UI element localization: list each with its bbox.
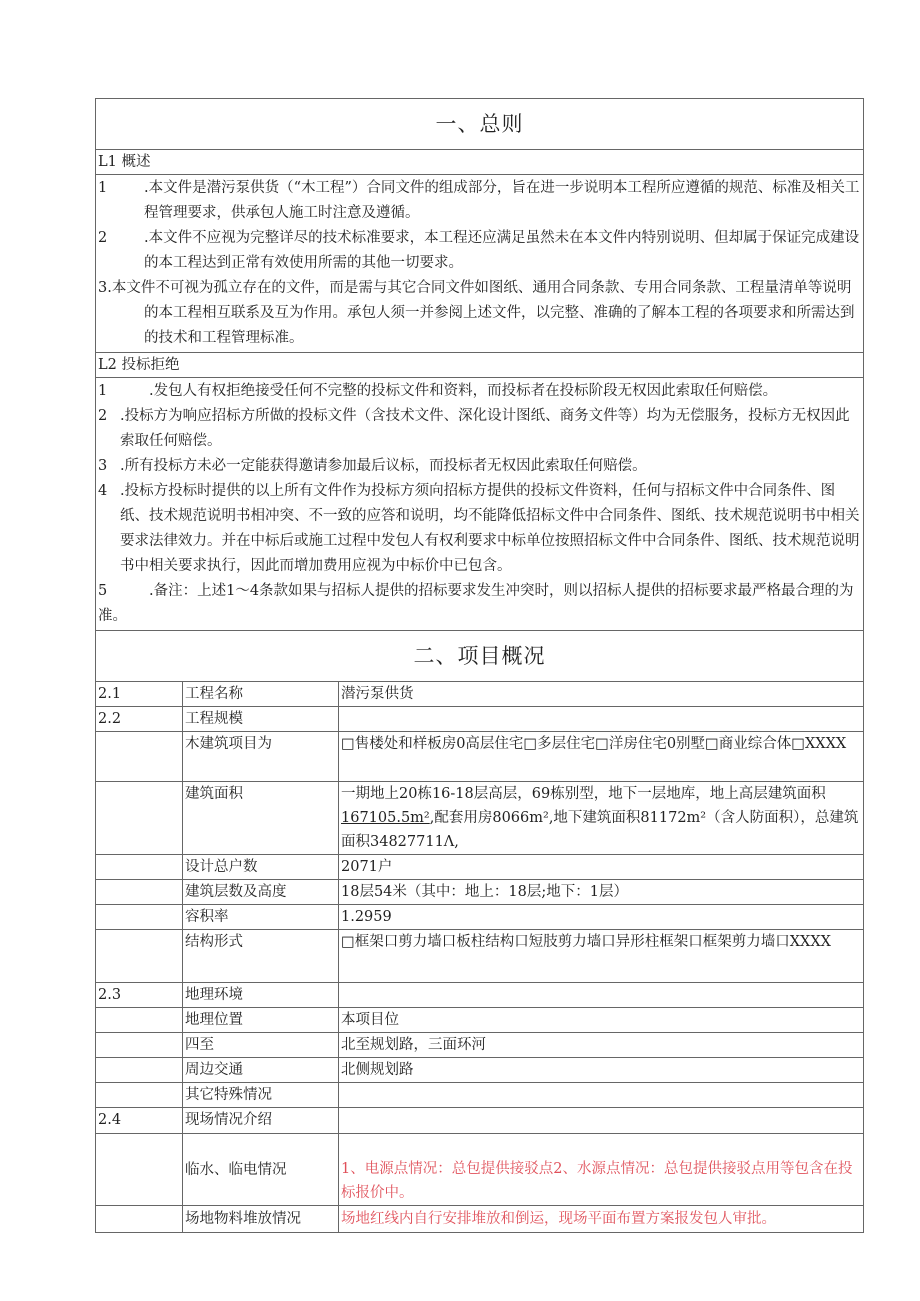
row-number [96, 1008, 183, 1033]
row-number [96, 1206, 183, 1233]
row-number [96, 1134, 183, 1206]
row-label: 工程规模 [183, 707, 339, 732]
row-value [339, 707, 864, 732]
bid-item: 2 .投标方为响应招标方所做的投标文件（含技术文件、深化设计图纸、商务文件等）均为无偿服务，投标方无权因此索取任何赔偿。 [98, 408, 850, 449]
project-row [96, 983, 864, 1008]
row-value: 北至规划路，三面环河 [339, 1033, 864, 1058]
project-row [96, 1206, 864, 1233]
row-label: 地理环境 [183, 983, 339, 1008]
area-text: ,配套用房8066m²,地下建筑面积81172m²（含人防面积），总建筑面积34827711Λ, [341, 810, 859, 850]
row-value [339, 1083, 864, 1108]
project-row [96, 1083, 864, 1108]
row-label: 其它特殊情况 [183, 1083, 339, 1108]
project-row [96, 880, 864, 905]
project-row [96, 732, 864, 782]
document-table [95, 98, 864, 1233]
row-value: □框架口剪力墙口板柱结构口短肢剪力墙口异形柱框架口框架剪力墙口XXXX [339, 930, 864, 983]
project-row [96, 1108, 864, 1134]
row-label: 地理位置 [183, 1008, 339, 1033]
row-label: 临水、临电情况 [183, 1134, 339, 1206]
project-row [96, 905, 864, 930]
row-value: 1.2959 [339, 905, 864, 930]
row-number: 2.1 [96, 682, 183, 707]
row-label: 设计总户数 [183, 855, 339, 880]
project-row [96, 782, 864, 855]
overview-item: 1 .本文件是潜污泵供货（“木工程”）合同文件的组成部分，旨在进一步说明本工程所应遵循的规范、标准及相关工程管理要求，供承包人施工时注意及遵循。 [98, 180, 860, 221]
row-number [96, 1058, 183, 1083]
bid-item: 4 .投标方投标时提供的以上所有文件作为投标方须向招标方提供的投标文件资料，任何与招标文件中合同条件、图纸、技术规范说明书相冲突、不一致的应答和说明，均不能降低招标文件中合同条件、图纸、技术规范说明书中相关要求法律效力。并在中标后或施工过程中发包人有权利要求中标单位按照招标文件中合同条件、图纸、技术规范说明书中相关要求执行，因此而增加费用应视为中标价中已包含。 [98, 483, 860, 574]
overview-item: 2 .本文件不应视为完整详尽的技术标准要求，本工程还应满足虽然未在本文件内特别说明、但却属于保证完成建设的本工程达到正常有效使用所需的其他一切要求。 [98, 230, 860, 271]
overview-paragraphs [96, 175, 864, 353]
row-value: 本项目位 [339, 1008, 864, 1033]
row-label: 容积率 [183, 905, 339, 930]
row-number: 2.2 [96, 707, 183, 732]
row-number [96, 930, 183, 983]
row-label: 现场情况介绍 [183, 1108, 339, 1134]
area-text: 一期地上20栋16-18层高层，69栋别型，地下一层地库，地上高层建筑面积 [341, 786, 826, 802]
section-title-general: 一、总则 [96, 99, 864, 150]
row-value: 2071户 [339, 855, 864, 880]
project-row [96, 855, 864, 880]
section-title-project-overview: 二、项目概况 [96, 631, 864, 682]
bid-item: 3 .所有投标方未必一定能获得邀请参加最后议标，而投标者无权因此索取任何赔偿。 [98, 458, 647, 474]
row-value [339, 983, 864, 1008]
bid-item: 5 .备注：上述1～4条款如果与招标人提供的招标要求发生冲突时，则以招标人提供的招标要求最严格最合理的为准。 [98, 583, 854, 624]
row-number [96, 880, 183, 905]
row-number [96, 1033, 183, 1058]
row-number: 2.3 [96, 983, 183, 1008]
subsection-heading-overview: L1 概述 [96, 150, 864, 175]
bid-rejection-paragraphs [96, 378, 864, 631]
project-row [96, 1134, 864, 1206]
row-label: 建筑层数及高度 [183, 880, 339, 905]
project-row [96, 1058, 864, 1083]
overview-item: 3.本文件不可视为孤立存在的文件，而是需与其它合同文件如图纸、通用合同条款、专用合同条款、工程量清单等说明的本工程相互联系及互为作用。承包人须一并参阅上述文件，以完整、准确的了解本工程的各项要求和所需达到的技术和工程管理标准。 [98, 280, 855, 346]
project-row [96, 1033, 864, 1058]
row-value: 场地红线内自行安排堆放和倒运，现场平面布置方案报发包人审批。 [339, 1206, 864, 1233]
row-value [339, 1108, 864, 1134]
row-number [96, 782, 183, 855]
row-label: 四至 [183, 1033, 339, 1058]
row-value: 潜污泵供货 [339, 682, 864, 707]
project-row [96, 930, 864, 983]
row-number [96, 855, 183, 880]
subsection-heading-bid-rejection: L2 投标拒绝 [96, 353, 864, 378]
row-value [339, 782, 864, 855]
bid-item: 1 .发包人有权拒绝接受任何不完整的投标文件和资料，而投标者在投标阶段无权因此索取任何赔偿。 [98, 383, 778, 399]
row-number [96, 905, 183, 930]
row-value: 1、电源点情况：总包提供接驳点2、水源点情况：总包提供接驳点用等包含在投标报价中。 [339, 1134, 864, 1206]
row-number [96, 1083, 183, 1108]
row-number: 2.4 [96, 1108, 183, 1134]
project-row [96, 682, 864, 707]
row-value: 北侧规划路 [339, 1058, 864, 1083]
row-label: 木建筑项目为 [183, 732, 339, 782]
row-label: 周边交通 [183, 1058, 339, 1083]
row-label: 结构形式 [183, 930, 339, 983]
row-label: 工程名称 [183, 682, 339, 707]
project-row [96, 707, 864, 732]
row-label: 建筑面积 [183, 782, 339, 855]
row-label: 场地物料堆放情况 [183, 1206, 339, 1233]
underlined-area-value: 167105.5m² [341, 810, 430, 826]
row-value: □售楼处和样板房0高层住宅□多层住宅□洋房住宅0别墅□商业综合体□XXXX [339, 732, 864, 782]
project-row [96, 1008, 864, 1033]
row-value: 18层54米（其中：地上：18层;地下：1层） [339, 880, 864, 905]
row-number [96, 732, 183, 782]
